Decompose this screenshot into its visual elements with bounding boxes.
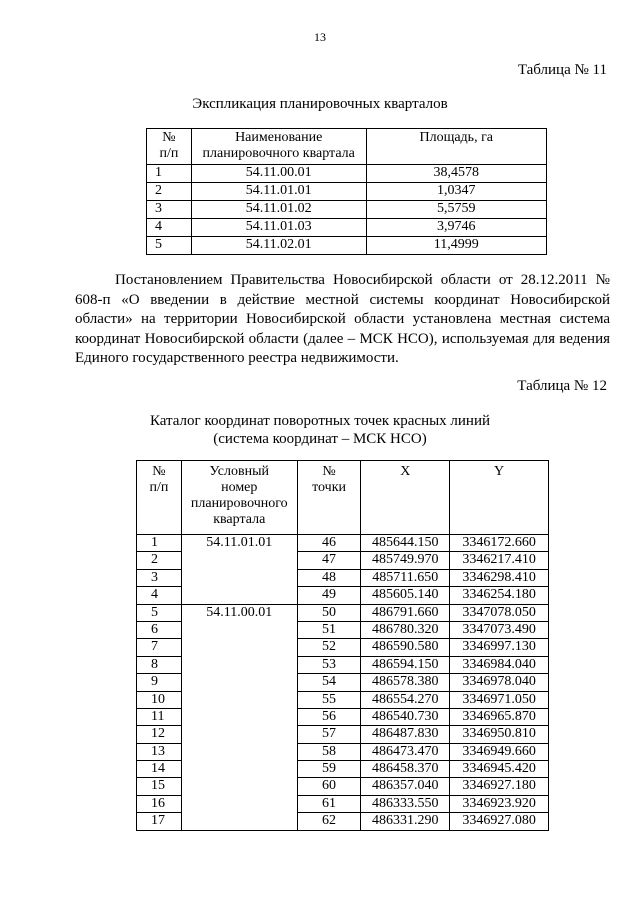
table12-cell-num: 16 — [137, 795, 182, 812]
table12 — [136, 460, 549, 831]
table12-cell-x: 486791.660 — [361, 604, 450, 621]
table11-cell-area: 11,4999 — [366, 237, 546, 255]
table12-title-line2: (система координат – МСК НСО) — [213, 431, 427, 447]
table12-cell-point: 48 — [297, 569, 361, 586]
table12-cell-x: 486554.270 — [361, 691, 450, 708]
table12-cell-num: 17 — [137, 813, 182, 830]
table12-cell-y: 3346923.920 — [450, 795, 549, 812]
table12-header-y: Y — [450, 461, 549, 535]
table12-cell-num: 1 — [137, 535, 182, 552]
body-paragraph: Постановлением Правительства Новосибирской области от 28.12.2011 № 608-п «О введении в действие местной системы координат Новосибирской области» на территории Новосибирской области установлена местная система координат Новосибирской области (далее – МСК НСО), используемая для ведения Единого государственного реестра недвижимости. — [75, 272, 610, 367]
table11-header-name: Наименование планировочного квартала — [191, 129, 366, 165]
table12-cell-y: 3346950.810 — [450, 726, 549, 743]
table12-cell-num: 2 — [137, 552, 182, 569]
table12-cell-x: 486594.150 — [361, 656, 450, 673]
table12-cell-num: 3 — [137, 569, 182, 586]
table12-cell-num: 10 — [137, 691, 182, 708]
table-row — [147, 201, 547, 219]
table12-cell-num: 11 — [137, 708, 182, 725]
table-row — [147, 219, 547, 237]
table12-cell-y: 3347078.050 — [450, 604, 549, 621]
table11-title: Экспликация планировочных кварталов — [192, 96, 448, 112]
table12-cell-num: 14 — [137, 761, 182, 778]
table12-cell-num: 7 — [137, 639, 182, 656]
table11-cell-num: 5 — [147, 237, 192, 255]
table12-cell-x: 485605.140 — [361, 587, 450, 604]
table12-cell-point: 50 — [297, 604, 361, 621]
table12-cell-point: 54 — [297, 674, 361, 691]
table12-cell-quarter: 54.11.00.01 — [181, 604, 297, 830]
table12-header-point: № точки — [297, 461, 361, 535]
table11-cell-area: 3,9746 — [366, 219, 546, 237]
table12-cell-point: 46 — [297, 535, 361, 552]
table11-cell-name: 54.11.01.01 — [191, 183, 366, 201]
table12-cell-num: 9 — [137, 674, 182, 691]
table12-header-quarter: Условный номер планировочного квартала — [181, 461, 297, 535]
table12-cell-y: 3346927.080 — [450, 813, 549, 830]
table12-cell-x: 486590.580 — [361, 639, 450, 656]
table11-header-area: Площадь, га — [366, 129, 546, 165]
table12-cell-y: 3346984.040 — [450, 656, 549, 673]
table12-cell-point: 59 — [297, 761, 361, 778]
table12-cell-y: 3346945.420 — [450, 761, 549, 778]
table11-cell-num: 2 — [147, 183, 192, 201]
table12-cell-point: 47 — [297, 552, 361, 569]
table12-cell-y: 3347073.490 — [450, 621, 549, 638]
table12-cell-point: 49 — [297, 587, 361, 604]
table12-cell-y: 3346971.050 — [450, 691, 549, 708]
table12-label: Таблица № 12 — [517, 378, 607, 394]
table11-label: Таблица № 11 — [517, 62, 607, 78]
table12-cell-x: 485749.970 — [361, 552, 450, 569]
table12-header-x: X — [361, 461, 450, 535]
table12-cell-num: 15 — [137, 778, 182, 795]
table-row — [137, 535, 549, 552]
table-row — [147, 237, 547, 255]
table11-header-row — [147, 129, 547, 165]
table12-cell-x: 486540.730 — [361, 708, 450, 725]
table12-body — [137, 535, 549, 831]
table11-body — [147, 165, 547, 255]
table12-cell-point: 57 — [297, 726, 361, 743]
table12-cell-x: 486357.040 — [361, 778, 450, 795]
table11-cell-num: 3 — [147, 201, 192, 219]
table12-cell-num: 13 — [137, 743, 182, 760]
table12-cell-point: 51 — [297, 621, 361, 638]
table11-cell-area: 1,0347 — [366, 183, 546, 201]
table11-cell-name: 54.11.02.01 — [191, 237, 366, 255]
table-row — [147, 165, 547, 183]
table12-cell-point: 55 — [297, 691, 361, 708]
table12-cell-y: 3346949.660 — [450, 743, 549, 760]
table12-cell-x: 486780.320 — [361, 621, 450, 638]
table12-cell-point: 53 — [297, 656, 361, 673]
table12-cell-y: 3346217.410 — [450, 552, 549, 569]
table12-cell-point: 52 — [297, 639, 361, 656]
table12-cell-y: 3346298.410 — [450, 569, 549, 586]
table12-cell-x: 486578.380 — [361, 674, 450, 691]
table12-cell-x: 486331.290 — [361, 813, 450, 830]
table12-header-row — [137, 461, 549, 535]
table12-cell-point: 56 — [297, 708, 361, 725]
table12-cell-y: 3346978.040 — [450, 674, 549, 691]
table12-cell-num: 5 — [137, 604, 182, 621]
table12-title — [0, 412, 640, 448]
table12-cell-point: 61 — [297, 795, 361, 812]
table12-cell-x: 486487.830 — [361, 726, 450, 743]
table11-cell-name: 54.11.01.03 — [191, 219, 366, 237]
table11-cell-area: 38,4578 — [366, 165, 546, 183]
table12-cell-x: 486333.550 — [361, 795, 450, 812]
table12-cell-x: 485644.150 — [361, 535, 450, 552]
table-row — [137, 604, 549, 621]
table12-cell-num: 4 — [137, 587, 182, 604]
table11-cell-name: 54.11.01.02 — [191, 201, 366, 219]
table12-cell-quarter: 54.11.01.01 — [181, 535, 297, 605]
table12-cell-point: 58 — [297, 743, 361, 760]
table12-cell-y: 3346927.180 — [450, 778, 549, 795]
table-row — [147, 183, 547, 201]
table12-cell-y: 3346997.130 — [450, 639, 549, 656]
table12-cell-point: 60 — [297, 778, 361, 795]
table12-cell-num: 8 — [137, 656, 182, 673]
table11 — [146, 128, 547, 255]
table11-cell-name: 54.11.00.01 — [191, 165, 366, 183]
table12-cell-num: 12 — [137, 726, 182, 743]
table12-cell-num: 6 — [137, 621, 182, 638]
table12-cell-x: 486458.370 — [361, 761, 450, 778]
table12-cell-x: 486473.470 — [361, 743, 450, 760]
page-number: 13 — [314, 30, 326, 44]
table12-cell-x: 485711.650 — [361, 569, 450, 586]
table12-cell-y: 3346172.660 — [450, 535, 549, 552]
table11-cell-num: 1 — [147, 165, 192, 183]
table12-cell-y: 3346254.180 — [450, 587, 549, 604]
table12-header-num: № п/п — [137, 461, 182, 535]
table12-cell-y: 3346965.870 — [450, 708, 549, 725]
table11-cell-num: 4 — [147, 219, 192, 237]
table12-title-line1: Каталог координат поворотных точек красных линий — [149, 413, 491, 429]
table11-cell-area: 5,5759 — [366, 201, 546, 219]
table12-cell-point: 62 — [297, 813, 361, 830]
table11-header-num: № п/п — [147, 129, 192, 165]
